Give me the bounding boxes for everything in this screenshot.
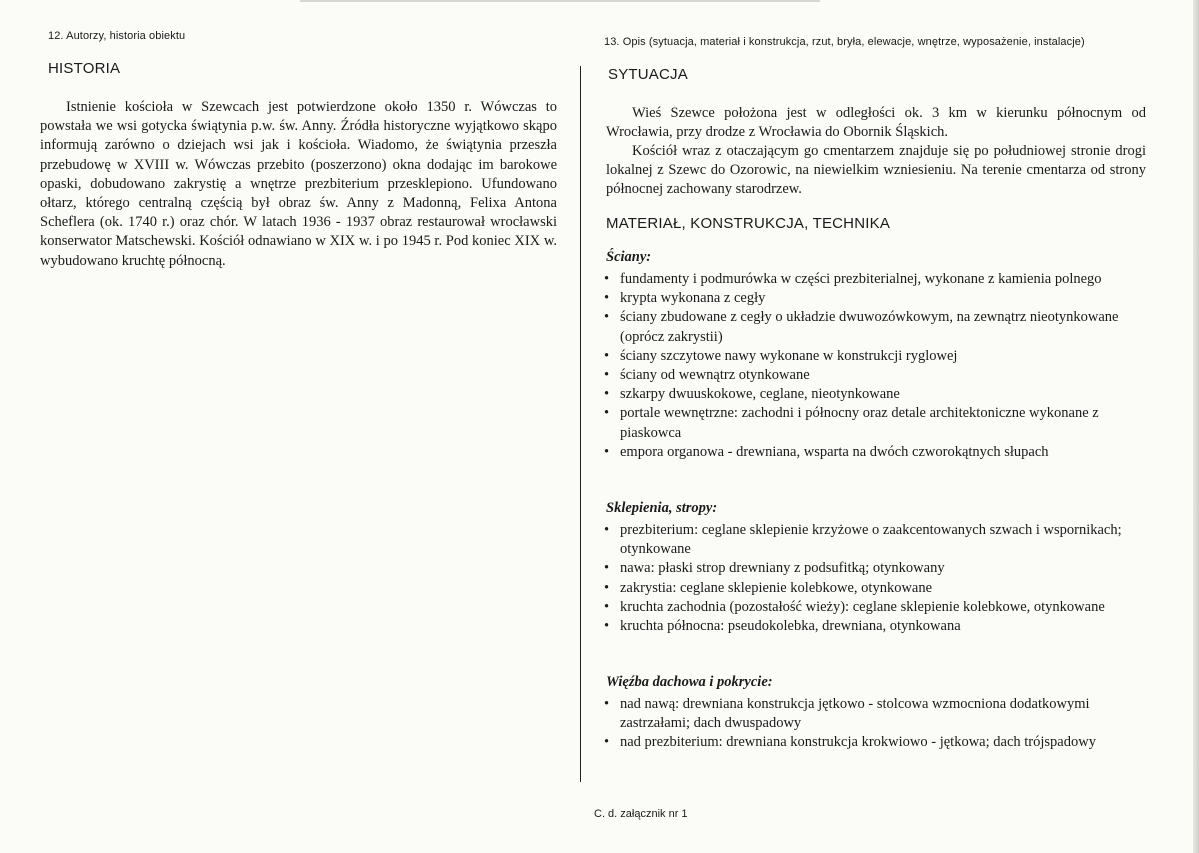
history-heading: HISTORIA [48, 60, 121, 77]
list-item: • ściany zbudowane z cegły o układzie dwuwozówkowym, na zewnątrz nieotynkowane (oprócz zakrystii) [604, 309, 1119, 345]
footer-note: C. d. załącznik nr 1 [594, 808, 688, 820]
left-section-label: 12. Autorzy, historia obiektu [48, 30, 186, 42]
right-section-label: 13. Opis (sytuacja, materiał i konstrukcja, rzut, bryła, elewacje, wnętrze, wyposażenie, instalacje) [604, 36, 1085, 48]
material-heading: MATERIAŁ, KONSTRUKCJA, TECHNIKA [606, 215, 891, 232]
page-divider [580, 66, 581, 782]
situation-paragraph-1: Wieś Szewce położona jest w odległości ok. 3 km w kierunku północnym od Wrocławia, przy drodze z Wrocławia do Obornik Śląskich. [606, 105, 1146, 141]
walls-subheading: Ściany: [606, 249, 652, 265]
roof-subheading: Więźba dachowa i pokrycie: [606, 674, 773, 690]
list-item: • portale wewnętrzne: zachodni i północny oraz detale architektoniczne wykonane z piaskowca [604, 405, 1099, 441]
scan-top-shadow [300, 0, 820, 2]
walls-list [600, 270, 1145, 462]
situation-paragraph-2: Kościół wraz z otaczającym go cmentarzem znajduje się po południowej stronie drogi lokalnej z Szewc do Ozorowic, na niewielkim wzniesieniu. Na terenie cmentarza od strony północnej zachowany starodrzew. [606, 143, 1146, 198]
list-item: • szkarpy dwuuskokowe, ceglane, nieotynkowane [604, 386, 900, 403]
list-item: • nawa: płaski strop drewniany z podsufitką; otynkowany [604, 560, 945, 577]
roof-list [600, 695, 1145, 753]
list-item: • kruchta północna: pseudokolebka, drewniana, otynkowana [604, 618, 961, 635]
scan-edge [1193, 0, 1199, 853]
list-item: • empora organowa - drewniana, wsparta na dwóch czworokątnych słupach [604, 443, 1049, 460]
history-paragraph: Istnienie kościoła w Szewcach jest potwierdzone około 1350 r. Wówczas to powstała we wsi gotycka świątynia p.w. św. Anny. Źródła historyczne wyjątkowo skąpo informują zarówno o dziejach wsi jak i kościoła. Wiadomo, że świątynia przeszła przebudowę w XVIII w. Wówczas przebito (poszerzono) okna dodając im barokowe opaski, dobudowano zakrystię a wnętrze prezbiterium przesklepiono. Ufundowano ołtarz, którego centralną częścią był obraz św. Anny z Madonną, Felixa Antona Scheflera (ok. 1740 r.) oraz chór. W latach 1936 - 1937 obraz restaurował wrocławski konserwator Matschewski. Kościół odnawiano w XIX w. i po 1945 r. Pod koniec XIX w. wybudowano kruchtę północną. [40, 99, 557, 269]
list-item: • nad nawą: drewniana konstrukcja jętkowo - stolcowa wzmocniona dodatkowymi zastrzałami; dach dwuspadowy [604, 696, 1090, 732]
list-item: • nad prezbiterium: drewniana konstrukcja krokwiowo - jętkowa; dach trójspadowy [604, 734, 1096, 751]
situation-heading: SYTUACJA [608, 66, 688, 83]
list-item: • kruchta zachodnia (pozostałość wieży): ceglane sklepienie kolebkowe, otynkowane [604, 598, 1105, 615]
list-item: • krypta wykonana z cegły [604, 290, 766, 307]
vaults-subheading: Sklepienia, stropy: [606, 500, 718, 516]
list-item: • zakrystia: ceglane sklepienie kolebkowe, otynkowane [604, 579, 933, 596]
list-item: • prezbiterium: ceglane sklepienie krzyżowe o zaakcentowanych szwach i wspornikach; otynkowane [604, 522, 1122, 558]
vaults-list [600, 521, 1145, 636]
list-item: • ściany szczytowe nawy wykonane w konstrukcji ryglowej [604, 347, 958, 364]
list-item: • ściany od wewnątrz otynkowane [604, 367, 810, 384]
list-item: • fundamenty i podmurówka w części prezbiterialnej, wykonane z kamienia polnego [604, 271, 1102, 287]
